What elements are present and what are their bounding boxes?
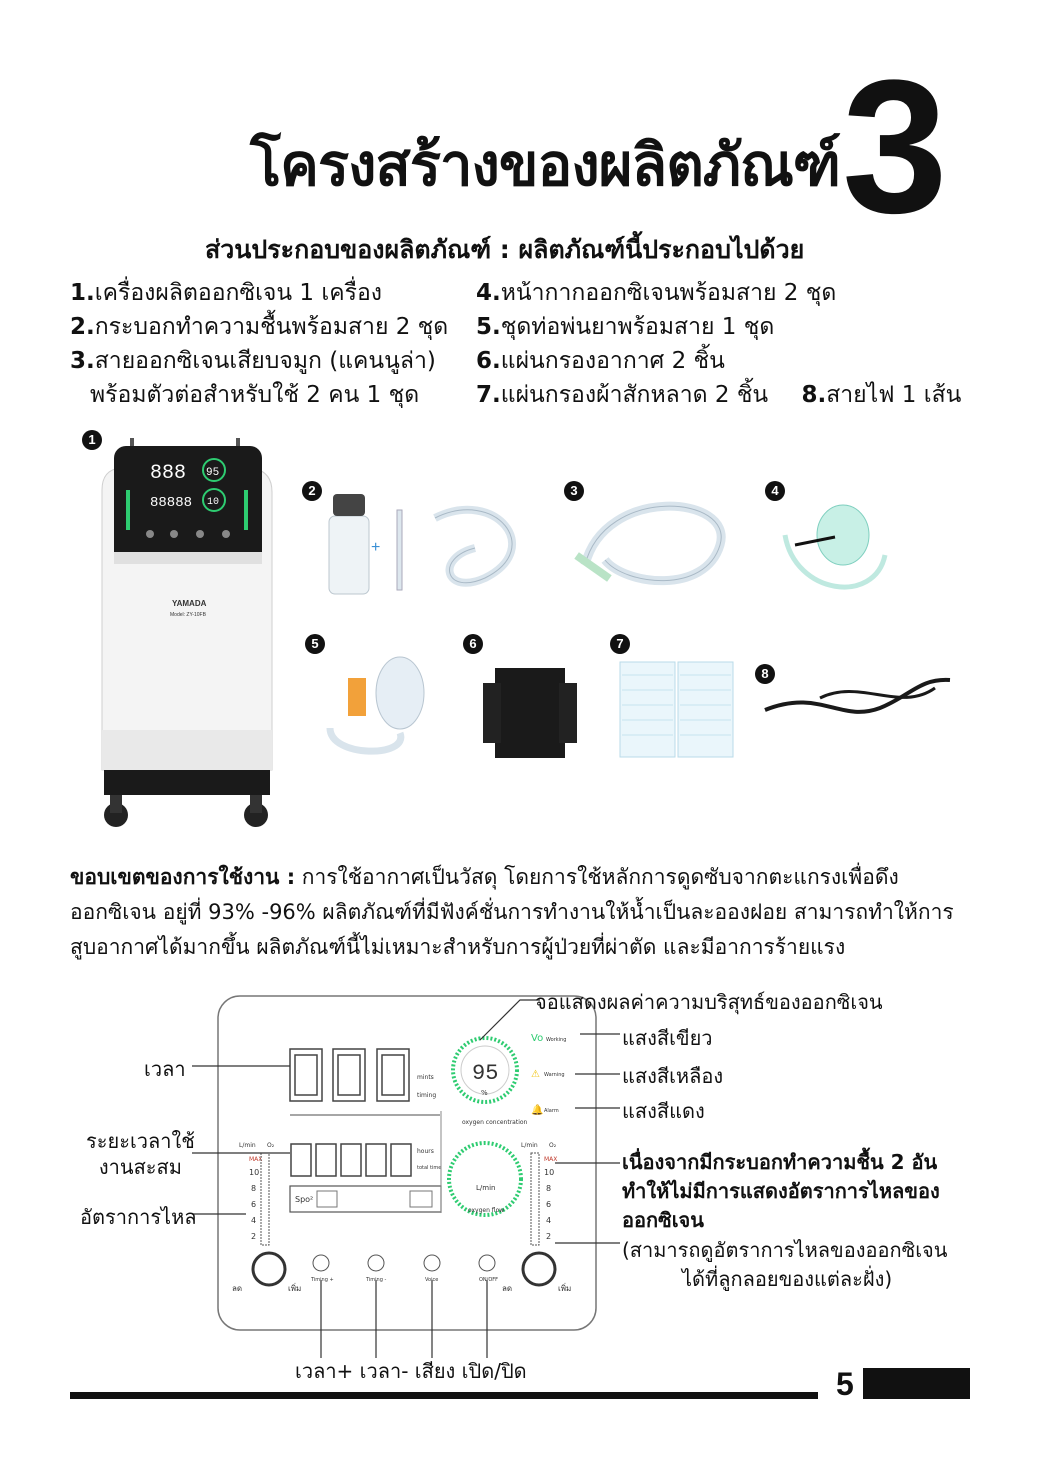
- list-item: 5.ชุดท่อพ่นยาพร้อมสาย 1 ชุด: [476, 314, 775, 340]
- panel-purity-value: 95: [472, 1061, 499, 1086]
- label-working: Working: [546, 1037, 567, 1043]
- scale-tick: 4: [546, 1216, 552, 1225]
- button-timing-plus: Timing +: [311, 1277, 334, 1283]
- scale-tick: 4: [251, 1216, 257, 1225]
- footer-block: [863, 1368, 970, 1399]
- label-hours: hours: [417, 1148, 434, 1155]
- warning-light-icon: ⚠: [531, 1069, 540, 1080]
- scale-max: MAX: [544, 1156, 558, 1163]
- scale-head-left: L/min: [239, 1142, 256, 1149]
- list-item: 7.แผ่นกรองผ้าสักหลาด 2 ชิ้น 8.สายไฟ 1 เส้น: [476, 382, 962, 408]
- label-total-time: total time: [417, 1165, 442, 1171]
- list-item: พร้อมตัวต่อสำหรับใช้ 2 คน 1 ชุด: [90, 382, 420, 408]
- annotation-usage-time: ระยะเวลาใช้ งานสะสม: [86, 1129, 195, 1179]
- scale-head-right: O₂: [267, 1142, 275, 1149]
- scale-tick: 6: [251, 1200, 257, 1209]
- panel-lmin: L/min: [476, 1184, 496, 1192]
- annotation-yellow-light: แสงสีเหลือง: [622, 1064, 724, 1088]
- badge-8: 8: [755, 664, 775, 684]
- list-item: 2.กระบอกทำความชื้นพร้อมสาย 2 ชุด: [70, 314, 449, 340]
- badge-6: 6: [463, 634, 483, 654]
- felt-filter-image: [618, 660, 736, 760]
- scale-tick: 8: [546, 1184, 552, 1193]
- footer-bar: [70, 1392, 818, 1399]
- air-filter-image: [475, 658, 585, 768]
- machine-time-digits: 888: [150, 462, 187, 485]
- panel-percent: %: [481, 1089, 488, 1097]
- component-list-right: [476, 276, 961, 412]
- scale-head-left: L/min: [521, 1142, 538, 1149]
- button-voice: Voice: [425, 1277, 439, 1283]
- machine-purity-digits: 95: [206, 467, 220, 479]
- badge-5: 5: [305, 634, 325, 654]
- knob-less-right: ลด: [502, 1284, 513, 1293]
- annotation-note-bold: เนื่องจากมีกระบอกทำความชื้น 2 อัน ทำให้ไม่มีการแสดงอัตราการไหลของ ออกซิเจน: [622, 1150, 940, 1232]
- machine-model: Model: ZY-10FB: [170, 612, 206, 618]
- scale-tick: 2: [546, 1232, 552, 1241]
- label-oxygen-concentration: oxygen concentration: [462, 1119, 528, 1126]
- list-item: 1.เครื่องผลิตออกซิเจน 1 เครื่อง: [70, 280, 383, 306]
- annotation-green-light: แสงสีเขียว: [622, 1026, 713, 1050]
- label-mints: mints: [417, 1074, 434, 1081]
- humidifier-bottle-image: [315, 488, 540, 608]
- nasal-cannula-image: [565, 485, 735, 610]
- label-oxygen-flow: oxygen flow: [468, 1207, 505, 1214]
- scope-text: การใช้อากาศเป็นวัสดุ โดยการใช้หลักการดูดซับจากตะแกรงเพื่อดึงออกซิเจน อยู่ที่ 93% -96% ผลิตภัณฑ์ที่มีฟังค์ชั่นการทำงานให้น้ำเป็นละอองฝอย สามารถทำให้การสูบอากาศได้มากขึ้น ผลิตภัณฑ์นี้ไม่เหมาะสำหรับการผู้ป่วยที่ผ่าตัด และมีอาการร้ายแรง: [70, 865, 954, 959]
- alarm-light-icon: 🔔: [531, 1105, 544, 1116]
- label-alarm: Alarm: [544, 1108, 559, 1114]
- scale-tick: 8: [251, 1184, 257, 1193]
- annotation-red-light: แสงสีแดง: [622, 1099, 705, 1123]
- button-on-off: ON/OFF: [479, 1277, 499, 1283]
- knob-more-left: เพิ่ม: [288, 1284, 302, 1293]
- scale-tick: 10: [249, 1168, 260, 1177]
- machine-hours-digits: 88888: [150, 495, 193, 511]
- label-timing: timing: [417, 1092, 437, 1099]
- power-cable-image: [760, 668, 955, 723]
- label-warning: Warning: [544, 1072, 565, 1078]
- page-title: โครงสร้างของผลิตภัณฑ์: [250, 131, 841, 199]
- badge-3: 3: [564, 481, 584, 501]
- working-light-icon: Vo: [531, 1033, 544, 1044]
- annotation-flow-rate: อัตราการไหล: [80, 1205, 197, 1229]
- badge-4: 4: [765, 481, 785, 501]
- badge-1: 1: [82, 430, 102, 450]
- list-item: 4.หน้ากากออกซิเจนพร้อมสาย 2 ชุด: [476, 280, 837, 306]
- plus-icon: +: [371, 539, 381, 556]
- page-number: 5: [836, 1366, 854, 1402]
- annotation-display-purity: จอแสดงผลค่าความบริสุทธ์ของออกซิเจน: [535, 990, 883, 1014]
- knob-more-right: เพิ่ม: [558, 1284, 572, 1293]
- scope-paragraph: [70, 860, 975, 965]
- button-timing-minus: Timing -: [366, 1277, 387, 1283]
- scale-max: MAX: [249, 1156, 263, 1163]
- label-spo2: Spo²: [295, 1195, 314, 1204]
- scale-tick: 10: [544, 1168, 555, 1177]
- oxygen-concentrator-image: [90, 430, 280, 835]
- knob-less-left: ลด: [232, 1284, 243, 1293]
- section-subtitle: ส่วนประกอบของผลิตภัณฑ์ : ผลิตภัณฑ์นี้ประกอบไปด้วย: [205, 235, 805, 264]
- nebulizer-kit-image: [320, 648, 435, 763]
- machine-flow-digits: 10: [207, 497, 220, 508]
- chapter-number: 3: [842, 41, 948, 253]
- scale-tick: 6: [546, 1200, 552, 1209]
- machine-brand: YAMADA: [172, 599, 207, 608]
- annotation-note: (สามารถดูอัตราการไหลของออกซิเจน ได้ที่ลูกลอยของแต่ละฝั่ง): [622, 1238, 948, 1291]
- oxygen-mask-image: [775, 495, 895, 605]
- badge-7: 7: [610, 634, 630, 654]
- scale-tick: 2: [251, 1232, 257, 1241]
- annotation-time: เวลา: [144, 1057, 186, 1081]
- annotation-bottom-buttons: เวลา+ เวลา- เสียง เปิด/ปิด: [295, 1359, 527, 1383]
- badge-2: 2: [302, 481, 322, 501]
- list-item: 6.แผ่นกรองอากาศ 2 ชิ้น: [476, 348, 725, 374]
- scale-head-right: O₂: [549, 1142, 557, 1149]
- scope-label: ขอบเขตของการใช้งาน :: [70, 865, 296, 889]
- component-list-left: [70, 276, 448, 412]
- list-item: 3.สายออกซิเจนเสียบจมูก (แคนนูล่า): [70, 348, 436, 374]
